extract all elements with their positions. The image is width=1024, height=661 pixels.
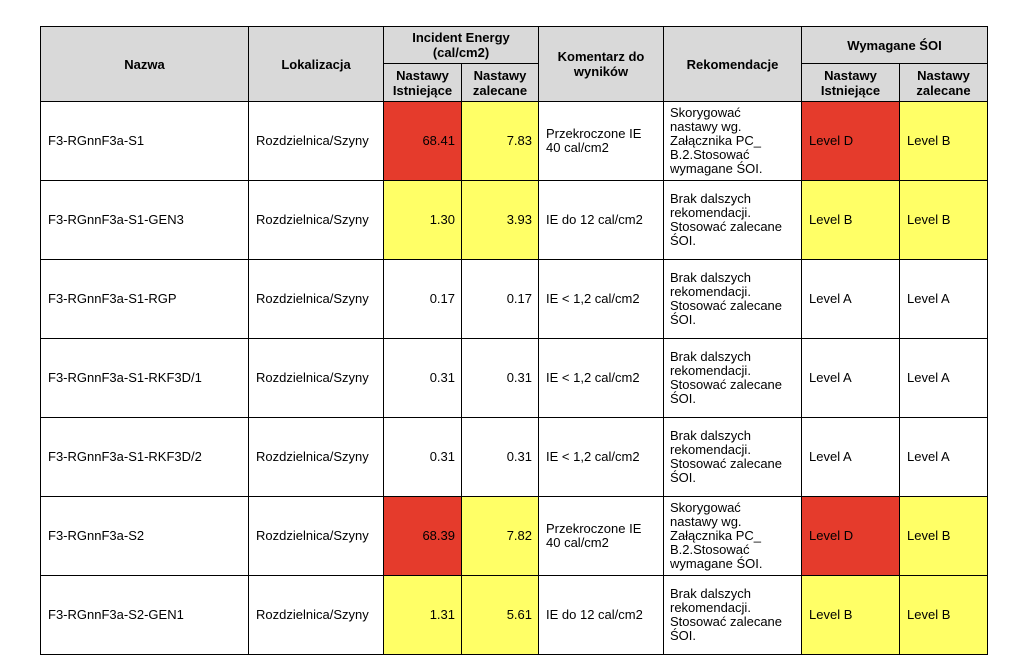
table-row	[41, 497, 988, 576]
header-lokalizacja: Lokalizacja	[249, 27, 384, 102]
table-row	[41, 418, 988, 497]
cell-ie-zalecane: 0.31	[462, 418, 539, 497]
cell-lokalizacja: Rozdzielnica/Szyny	[249, 576, 384, 655]
cell-ie-istniejace: 1.31	[384, 576, 462, 655]
table-row	[41, 260, 988, 339]
cell-nazwa: F3-RGnnF3a-S1-RGP	[41, 260, 249, 339]
incident-energy-table	[40, 26, 988, 655]
cell-rekomendacje: Brak dalszych rekomendacji. Stosować zalecane ŚOI.	[664, 260, 802, 339]
header-soi-istniejace: Nastawy Istniejące	[802, 64, 900, 102]
cell-lokalizacja: Rozdzielnica/Szyny	[249, 497, 384, 576]
cell-rekomendacje: Brak dalszych rekomendacji. Stosować zalecane ŚOI.	[664, 339, 802, 418]
cell-soi-zalecane: Level B	[900, 497, 988, 576]
cell-komentarz: IE < 1,2 cal/cm2	[539, 339, 664, 418]
header-rekomendacje: Rekomendacje	[664, 27, 802, 102]
cell-lokalizacja: Rozdzielnica/Szyny	[249, 339, 384, 418]
cell-komentarz: IE do 12 cal/cm2	[539, 181, 664, 260]
cell-nazwa: F3-RGnnF3a-S1-RKF3D/1	[41, 339, 249, 418]
cell-ie-zalecane: 7.82	[462, 497, 539, 576]
cell-soi-istniejace: Level A	[802, 339, 900, 418]
energy-table-container	[40, 26, 988, 655]
cell-rekomendacje: Skorygować nastawy wg. Załącznika PC_ B.2.Stosować wymagane ŚOI.	[664, 497, 802, 576]
cell-rekomendacje: Skorygować nastawy wg. Załącznika PC_ B.2.Stosować wymagane ŚOI.	[664, 102, 802, 181]
table-row	[41, 339, 988, 418]
cell-ie-zalecane: 3.93	[462, 181, 539, 260]
cell-soi-istniejace: Level D	[802, 497, 900, 576]
header-ie-zalecane: Nastawy zalecane	[462, 64, 539, 102]
cell-soi-istniejace: Level A	[802, 418, 900, 497]
cell-komentarz: IE < 1,2 cal/cm2	[539, 260, 664, 339]
cell-soi-zalecane: Level A	[900, 260, 988, 339]
cell-ie-zalecane: 0.17	[462, 260, 539, 339]
cell-nazwa: F3-RGnnF3a-S1-RKF3D/2	[41, 418, 249, 497]
cell-ie-zalecane: 5.61	[462, 576, 539, 655]
cell-lokalizacja: Rozdzielnica/Szyny	[249, 102, 384, 181]
cell-nazwa: F3-RGnnF3a-S2-GEN1	[41, 576, 249, 655]
cell-ie-zalecane: 0.31	[462, 339, 539, 418]
cell-komentarz: IE < 1,2 cal/cm2	[539, 418, 664, 497]
cell-rekomendacje: Brak dalszych rekomendacji. Stosować zalecane ŚOI.	[664, 576, 802, 655]
table-row	[41, 102, 988, 181]
cell-lokalizacja: Rozdzielnica/Szyny	[249, 181, 384, 260]
cell-ie-istniejace: 68.39	[384, 497, 462, 576]
table-header	[41, 27, 988, 102]
cell-nazwa: F3-RGnnF3a-S1	[41, 102, 249, 181]
cell-komentarz: IE do 12 cal/cm2	[539, 576, 664, 655]
header-ie-istniejace: Nastawy Istniejące	[384, 64, 462, 102]
table-row	[41, 181, 988, 260]
cell-komentarz: Przekroczone IE 40 cal/cm2	[539, 497, 664, 576]
cell-soi-zalecane: Level A	[900, 339, 988, 418]
cell-ie-istniejace: 0.17	[384, 260, 462, 339]
header-nazwa: Nazwa	[41, 27, 249, 102]
cell-ie-istniejace: 0.31	[384, 339, 462, 418]
header-wymagane-soi: Wymagane ŚOI	[802, 27, 988, 64]
table-body	[41, 102, 988, 655]
header-soi-zalecane: Nastawy zalecane	[900, 64, 988, 102]
cell-soi-istniejace: Level D	[802, 102, 900, 181]
cell-soi-istniejace: Level B	[802, 576, 900, 655]
cell-ie-istniejace: 0.31	[384, 418, 462, 497]
cell-ie-istniejace: 1.30	[384, 181, 462, 260]
cell-nazwa: F3-RGnnF3a-S2	[41, 497, 249, 576]
cell-lokalizacja: Rozdzielnica/Szyny	[249, 418, 384, 497]
cell-nazwa: F3-RGnnF3a-S1-GEN3	[41, 181, 249, 260]
header-komentarz: Komentarz do wyników	[539, 27, 664, 102]
cell-lokalizacja: Rozdzielnica/Szyny	[249, 260, 384, 339]
cell-ie-zalecane: 7.83	[462, 102, 539, 181]
cell-soi-zalecane: Level A	[900, 418, 988, 497]
cell-ie-istniejace: 68.41	[384, 102, 462, 181]
cell-soi-istniejace: Level A	[802, 260, 900, 339]
cell-rekomendacje: Brak dalszych rekomendacji. Stosować zalecane ŚOI.	[664, 181, 802, 260]
cell-soi-zalecane: Level B	[900, 576, 988, 655]
cell-soi-zalecane: Level B	[900, 102, 988, 181]
header-incident-energy: Incident Energy (cal/cm2)	[384, 27, 539, 64]
cell-soi-zalecane: Level B	[900, 181, 988, 260]
cell-komentarz: Przekroczone IE 40 cal/cm2	[539, 102, 664, 181]
cell-soi-istniejace: Level B	[802, 181, 900, 260]
table-row	[41, 576, 988, 655]
cell-rekomendacje: Brak dalszych rekomendacji. Stosować zalecane ŚOI.	[664, 418, 802, 497]
